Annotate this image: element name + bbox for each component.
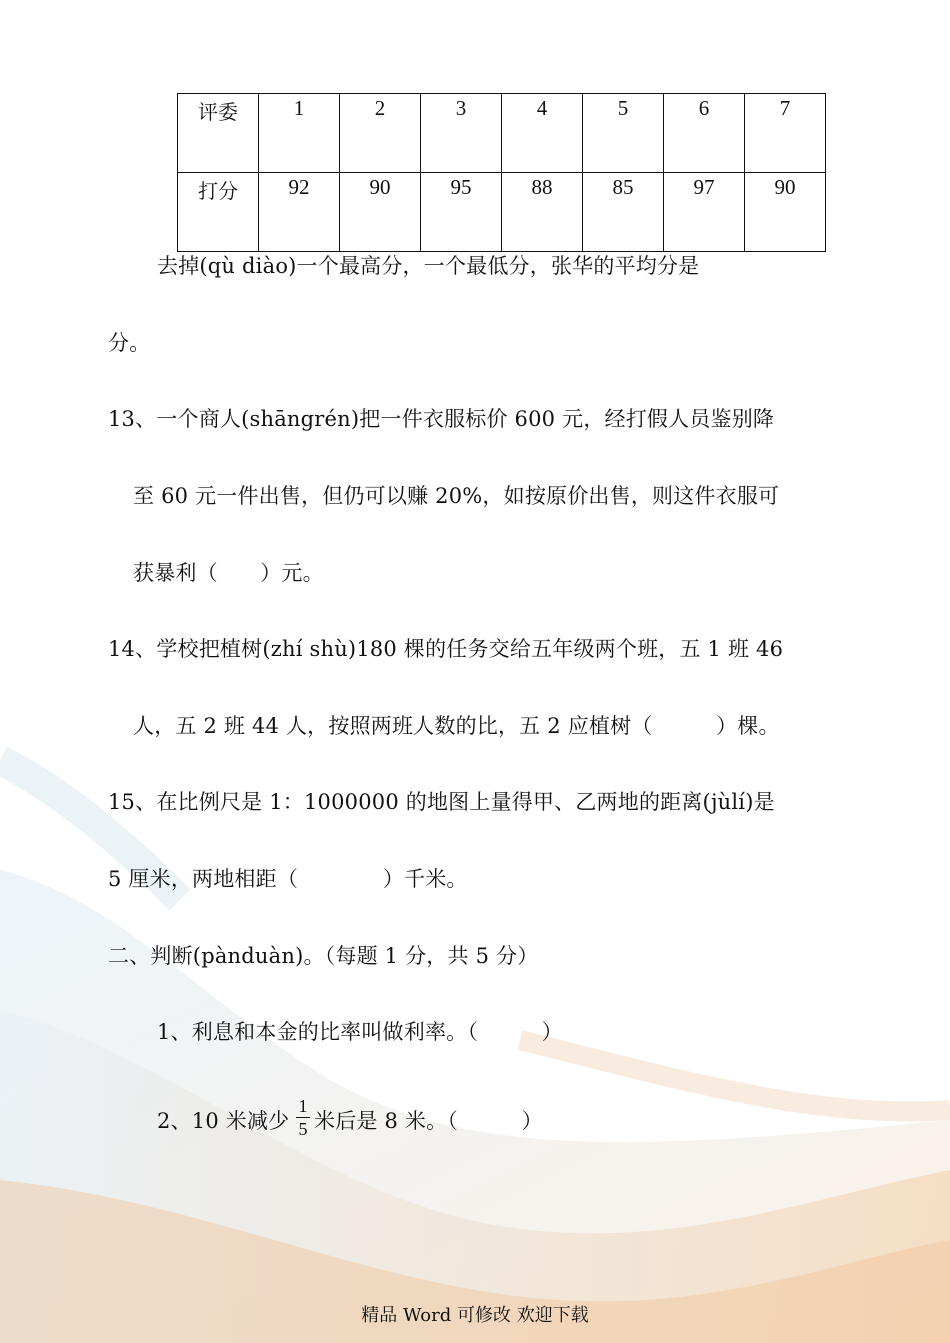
judge-number: 6 bbox=[664, 94, 745, 173]
q12-text-line1: 去掉(qù diào)一个最高分，一个最低分，张华的平均分是 bbox=[157, 254, 700, 278]
q13-text-line1: 13、一个商人(shāngrén)把一件衣服标价 600 元，经打假人员鉴别降 bbox=[108, 407, 775, 431]
fraction-denominator: 5 bbox=[298, 1119, 308, 1139]
score-cell: 88 bbox=[502, 173, 583, 252]
score-cell: 90 bbox=[745, 173, 826, 252]
score-cell: 97 bbox=[664, 173, 745, 252]
q15-text-line2: 5 厘米，两地相距（ ）千米。 bbox=[108, 867, 468, 891]
judge-number: 7 bbox=[745, 94, 826, 173]
fraction-numerator: 1 bbox=[298, 1096, 308, 1116]
judge-score-table bbox=[177, 93, 826, 252]
q13-text-line2: 至 60 元一件出售，但仍可以赚 20%，如按原价出售，则这件衣服可 bbox=[133, 484, 780, 508]
judge-number: 1 bbox=[259, 94, 340, 173]
judgement-item-2-before: 2、10 米减少 bbox=[157, 1109, 290, 1133]
score-cell: 85 bbox=[583, 173, 664, 252]
judge-number: 4 bbox=[502, 94, 583, 173]
score-cell: 90 bbox=[340, 173, 421, 252]
q14-text-line1: 14、学校把植树(zhí shù)180 棵的任务交给五年级两个班，五 1 班 46 bbox=[108, 637, 784, 661]
judge-number: 3 bbox=[421, 94, 502, 173]
page-footer: 精品 Word 可修改 欢迎下载 bbox=[361, 1305, 589, 1326]
q13-text-line3: 获暴利（ ）元。 bbox=[133, 561, 324, 585]
q15-text-line1: 15、在比例尺是 1：1000000 的地图上量得甲、乙两地的距离(jùlí)是 bbox=[108, 790, 775, 814]
judge-number: 2 bbox=[340, 94, 421, 173]
table-row bbox=[178, 94, 826, 173]
score-cell: 95 bbox=[421, 173, 502, 252]
section2-title: 二、判断(pànduàn)。（每题 1 分，共 5 分） bbox=[108, 944, 539, 968]
judgement-item-2-after: 米后是 8 米。（ ） bbox=[314, 1109, 543, 1133]
q12-text-line2: 分。 bbox=[108, 331, 151, 355]
fraction-one-fifth bbox=[296, 1096, 310, 1139]
table-row bbox=[178, 173, 826, 252]
row-header-judge: 评委 bbox=[178, 94, 259, 173]
judgement-item-1: 1、利息和本金的比率叫做利率。（ ） bbox=[157, 1020, 563, 1044]
row-header-score: 打分 bbox=[178, 173, 259, 252]
q14-text-line2: 人，五 2 班 44 人，按照两班人数的比，五 2 应植树（ ）棵。 bbox=[133, 714, 780, 738]
fraction-bar bbox=[296, 1117, 310, 1118]
judge-number: 5 bbox=[583, 94, 664, 173]
score-cell: 92 bbox=[259, 173, 340, 252]
